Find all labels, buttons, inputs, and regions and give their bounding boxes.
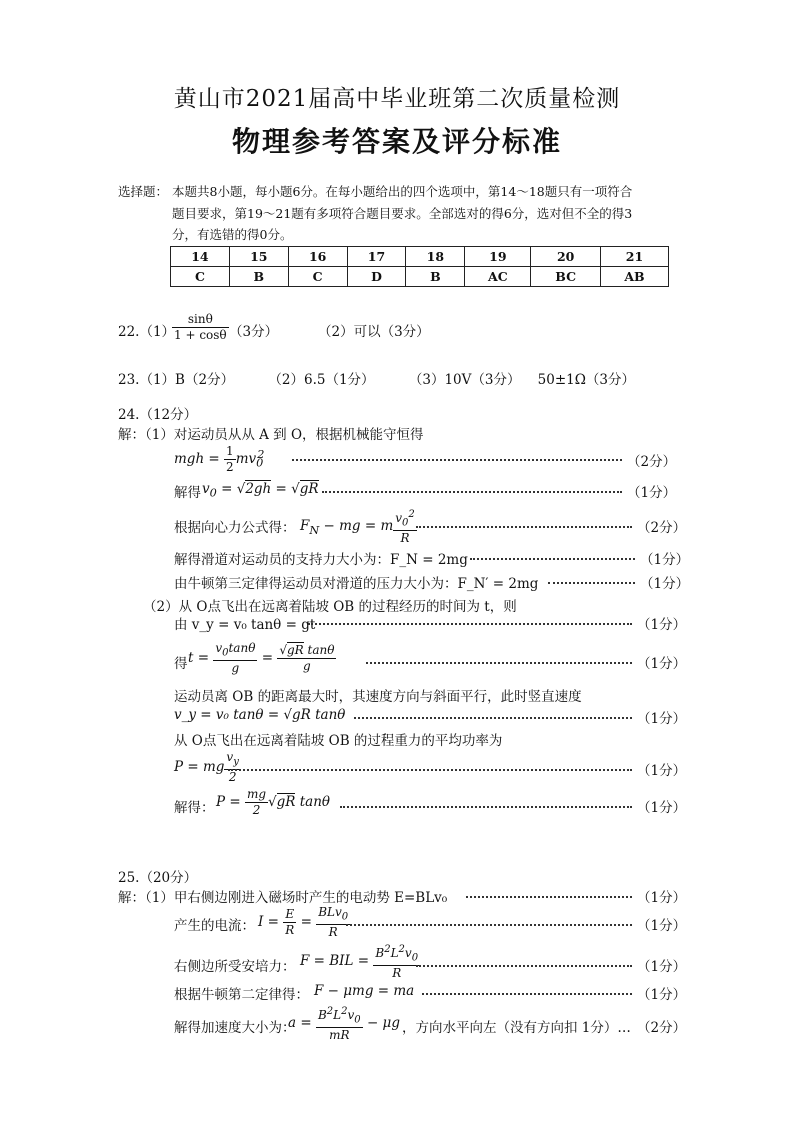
q24-score3: （2分）: [637, 520, 687, 536]
q24-eq5: 由牛顿第三定律得运动员对滑道的压力大小为：F_N′ = 2mg: [174, 576, 539, 592]
q24-score7: （1分）: [637, 656, 687, 672]
question-number: 16: [288, 247, 347, 267]
exam-title: 黄山市2021届高中毕业班第二次质量检测: [173, 86, 621, 112]
answer-cell: BC: [531, 267, 601, 287]
q25-eq3: F = BIL = $\frac{B^2L^2v_0}{R}$: [300, 944, 419, 981]
leader-dots: [292, 459, 622, 461]
q25-score3: （1分）: [637, 959, 687, 975]
choice-instructions-line3: 分，有选错的得0分。: [172, 227, 293, 242]
q25-score4: （1分）: [637, 987, 687, 1003]
q24-score10: （1分）: [637, 800, 687, 816]
q24-part2-intro: （2）从 O点飞出在远离着陆坡 OB 的过程经历的时间为 t，则: [143, 599, 517, 615]
q25-score1: （1分）: [637, 890, 687, 906]
question-number: 18: [406, 247, 465, 267]
leader-dots: [466, 896, 632, 898]
q24-eq2-prefix: 解得: [174, 485, 201, 501]
question-number: 15: [229, 247, 288, 267]
answer-cell: C: [171, 267, 230, 287]
question-number: 14: [171, 247, 230, 267]
q24-part1-intro: 解：（1）对运动员从从 A 到 O，根据机械能守恒得: [118, 427, 424, 443]
answer-cell: AB: [600, 267, 668, 287]
q24-power-intro: 从 O点飞出在远离着陆坡 OB 的过程重力的平均功率为: [174, 733, 503, 749]
leader-dots: [308, 623, 632, 625]
leader-dots: [322, 491, 622, 493]
q25-eq3-prefix: 右侧边所受安培力：: [174, 959, 296, 975]
question-number-row: [171, 247, 669, 267]
q24-eq3-prefix: 根据向心力公式得：: [174, 520, 296, 536]
question-number: 19: [465, 247, 531, 267]
leader-dots: [416, 965, 632, 967]
q25-eq5: a = $\frac{B^2L^2v_0}{mR}$ − μg: [288, 1006, 400, 1043]
answer-table: [170, 246, 669, 287]
choice-instructions-line2: 题目要求，第19～21题有多项符合题目要求。全部选对的得6分，选对但不全的得3: [172, 206, 633, 221]
answer-key-title: 物理参考答案及评分标准: [231, 125, 562, 158]
q24-eq4: 解得滑道对运动员的支持力大小为：F_N = 2mg: [174, 552, 468, 568]
choice-label: 选择题：: [118, 184, 169, 199]
q22-part2: （2）可以（3分）: [318, 324, 430, 340]
question-number: 17: [347, 247, 406, 267]
leader-dots: [548, 582, 635, 584]
q25-eq4: F − μmg = ma: [314, 983, 415, 999]
q25-part1-intro: 解：（1）甲右侧边刚进入磁场时产生的电动势 E=BLv₀: [118, 890, 448, 906]
q24-score4: （1分）: [640, 552, 690, 568]
question-number: 20: [531, 247, 601, 267]
q24-eq1: mgh = $\frac{1}{2}$ $mv_0^2$: [174, 444, 265, 474]
q25-eq2-prefix: 产生的电流：: [174, 918, 255, 934]
q25-heading: 25.（20分）: [118, 870, 198, 886]
choice-instructions-line1: 本题共8小题，每小题6分。在每小题给出的四个选项中，第14～18题只有一项符合: [172, 184, 633, 199]
q24-score8: （1分）: [637, 711, 687, 727]
q24-part2-note: 运动员离 OB 的距离最大时，其速度方向与斜面平行，此时竖直速度: [174, 689, 582, 705]
q25-score5: （2分）: [637, 1020, 687, 1036]
q24-eq9: P = mg $\frac{v_y}{2}$: [174, 750, 239, 785]
q25-eq5-prefix: 解得加速度大小为：: [174, 1020, 296, 1036]
q24-eq10-prefix: 解得：: [174, 800, 215, 816]
q22-frac-num: sinθ: [172, 312, 229, 328]
q22-frac-den: 1 + cosθ: [174, 328, 227, 342]
leader-dots: [228, 769, 632, 771]
q24-eq6: 由 v_y = v₀ tanθ = gt: [174, 617, 316, 633]
q25-eq5-note: ，方向水平向左（没有方向扣 1分）…: [402, 1020, 631, 1036]
leader-dots: [422, 993, 632, 995]
answer-cell: B: [406, 267, 465, 287]
q22-fraction: [172, 312, 229, 343]
q24-eq10: P = $\frac{mg}{2}$ √gR tanθ: [216, 787, 331, 817]
q24-heading: 24.（12分）: [118, 407, 198, 423]
q24-eq7-prefix: 得: [174, 656, 188, 672]
q25-eq4-prefix: 根据牛顿第二定律得：: [174, 987, 309, 1003]
q25-eq2: I = $\frac{E}{R}$ = $\frac{BLv_0}{R}$: [258, 905, 349, 940]
q24-score9: （1分）: [637, 763, 687, 779]
q24-eq3: $F_N$ − mg = m $\frac{v_0^2}{R}$: [300, 509, 415, 546]
leader-dots: [340, 806, 632, 808]
answer-cell: D: [347, 267, 406, 287]
q24-score5: （1分）: [640, 576, 690, 592]
q22-label: 22.（1）: [118, 324, 176, 340]
question-number: 21: [600, 247, 668, 267]
answer-cell: AC: [465, 267, 531, 287]
answer-row: [171, 267, 669, 287]
q24-score1: （2分）: [627, 454, 677, 470]
q24-eq7: t = $\frac{v_0\tan\theta}{g}$ = $\frac{\text{√gR tanθ}}{g}$: [188, 641, 335, 676]
q25-score2: （1分）: [637, 918, 687, 934]
leader-dots: [354, 717, 632, 719]
leader-dots: [416, 526, 632, 528]
q22-score1: （3分）: [229, 324, 279, 340]
q24-eq2: $v_0 = √2gh = √gR$: [202, 481, 319, 500]
answer-cell: C: [288, 267, 347, 287]
q24-eq8: v_y = v₀ tanθ = √gR tanθ: [174, 707, 346, 723]
leader-dots: [346, 924, 632, 926]
q23-answer: 23.（1）B（2分） （2）6.5（1分） （3）10V（3分） 50±1Ω（3分）: [118, 372, 636, 388]
leader-dots: [470, 558, 635, 560]
answer-cell: B: [229, 267, 288, 287]
q24-score6: （1分）: [637, 617, 687, 633]
q24-score2: （1分）: [627, 485, 677, 501]
leader-dots: [366, 662, 632, 664]
